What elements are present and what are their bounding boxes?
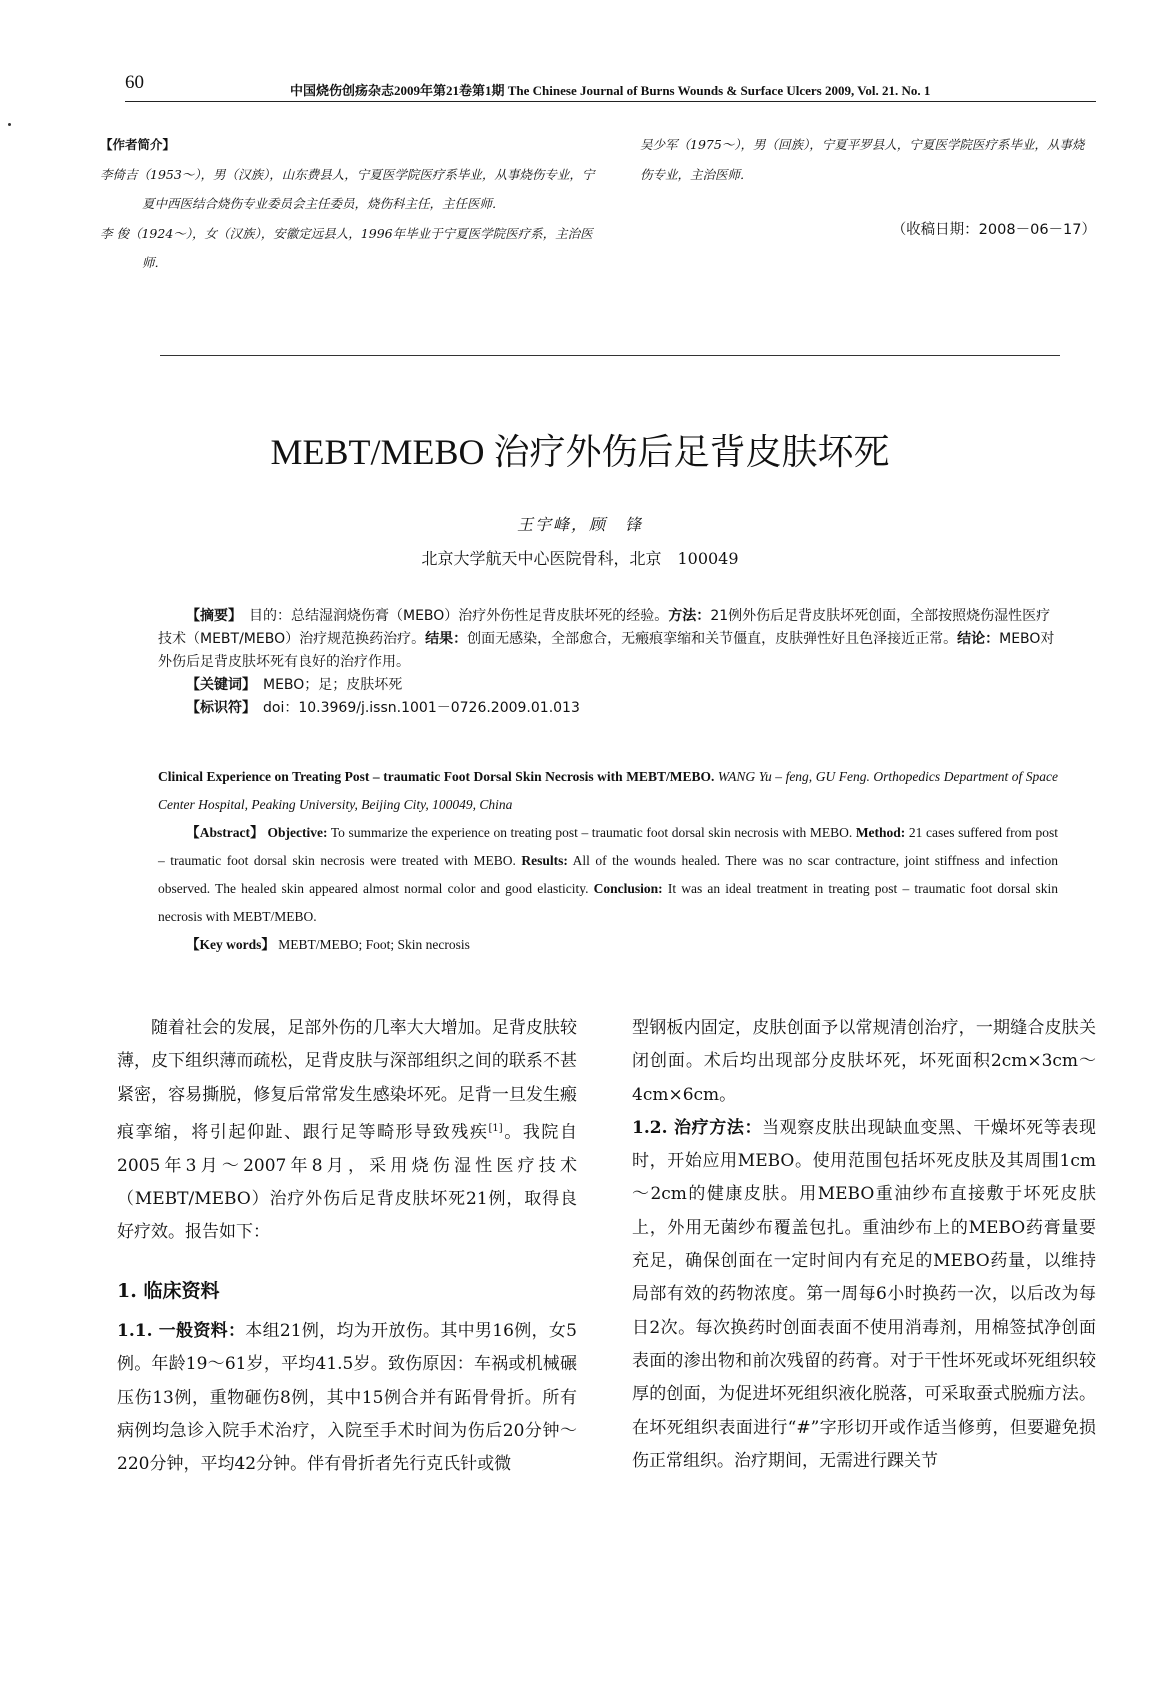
en-method-label: Method:	[855, 825, 906, 840]
received-date: （收稿日期：2008－06－17）	[891, 222, 1096, 238]
doi-text: doi：10.3969/j.issn.1001－0726.2009.01.013	[263, 700, 580, 716]
page-number: 60	[125, 72, 144, 93]
en-title: Clinical Experience on Treating Post – traumatic Foot Dorsal Skin Necrosis with MEBT/MEBO.	[158, 769, 715, 784]
intro-paragraph	[117, 1012, 577, 1250]
body-right-column	[632, 1012, 1096, 1478]
en-keywords	[158, 931, 1058, 959]
en-method-text: 21 cases suffered from post – traumatic foot dorsal skin necrosis were treated with MEBO.	[158, 825, 1058, 868]
en-conclusion-label: Conclusion:	[593, 881, 663, 896]
subsection-label: 1.2. 治疗方法：	[632, 1117, 763, 1138]
keywords-text: MEBO；足；皮肤坏死	[263, 677, 403, 693]
author-bio: 李倚吉（1953～），男（汉族），山东费县人，宁夏医学院医疗系毕业，从事烧伤专业，宁夏中西医结合烧伤专业委员会主任委员，烧伤科主任，主任医师．	[100, 166, 595, 211]
results-text: 创面无感染，全部愈合，无瘢痕挛缩和关节僵直，皮肤弹性好且色泽接近正常。	[467, 631, 958, 647]
continued-paragraph: 型钢板内固定，皮肤创面予以常规清创治疗，一期缝合皮肤关闭创面。术后均出现部分皮肤坏死，坏死面积2cm×3cm～4cm×6cm。	[632, 1018, 1096, 1105]
en-results-text: All of the wounds healed. There was no scar contracture, joint stiffness and infection observed. The healed skin appeared almost normal color and good elasticity.	[158, 853, 1058, 896]
keywords-cn	[158, 674, 1058, 697]
abstract-label: 【摘要】	[186, 608, 235, 624]
author-bios-left	[100, 130, 600, 278]
subsection-text: 本组21例，均为开放伤。其中男16例，女5例。年龄19～61岁，平均41.5岁。致伤原因：车祸或机械碾压伤13例，重物砸伤8例，其中15例合并有跖骨骨折。所有病例均急诊入院手术治疗，入院至手术时间为伤后20分钟～220分钟，平均42分钟。伴有骨折者先行克氏针或微	[117, 1321, 577, 1475]
keywords-label: 【关键词】	[186, 677, 249, 693]
subsection-text: 当观察皮肤出现缺血变黑、干燥坏死等表现时，开始应用MEBO。使用范围包括坏死皮肤及其周围1cm～2cm的健康皮肤。用MEBO重油纱布直接敷于坏死皮肤上，外用无菌纱布覆盖包扎。重油纱布上的MEBO药膏量要充足，确保创面在一定时间内有充足的MEBO药量，以维持局部有效的药物浓度。第一周每6小时换药一次，以后改为每日2次。每次换药时创面表面不使用消毒剂，用棉签拭净创面表面的渗出物和前次残留的药膏。对于干性坏死或坏死组织较厚的创面，为促进坏死组织液化脱落，可采取蚕式脱痂方法。在坏死组织表面进行“#”字形切开或作适当修剪，但要避免损伤正常组织。治疗期间，无需进行踝关节	[632, 1117, 1096, 1471]
conclusion-text: MEBO对外伤后足背皮肤坏死有良好的治疗作用。	[158, 631, 1055, 670]
en-keywords-label: 【Key words】	[186, 937, 275, 952]
objective-text: 总结湿润烧伤膏（MEBO）治疗外伤性足背皮肤坏死的经验。	[291, 608, 669, 624]
identifier-label: 【标识符】	[186, 700, 249, 716]
conclusion-label: 结论：	[957, 631, 1000, 647]
section-1-2	[632, 1112, 1096, 1478]
citation-ref: [1]	[488, 1122, 503, 1134]
en-abstract-label: 【Abstract】	[186, 825, 264, 840]
identifier-cn	[158, 697, 1058, 720]
method-label: 方法：	[668, 608, 711, 624]
article-affiliation: 北京大学航天中心医院骨科，北京 100049	[421, 549, 739, 568]
en-affiliation: Orthopedics Department of Space Center Hospital, Peaking University, Beijing City, 100049, China	[158, 769, 1059, 812]
en-authors: WANG Yu – feng, GU Feng.	[717, 769, 870, 784]
intro-text: 随着社会的发展，足部外伤的几率大大增加。足背皮肤较薄，皮下组织薄而疏松，足背皮肤与深部组织之间的联系不甚紧密，容易撕脱，修复后常常发生感染坏死。足背一旦发生瘢痕挛缩，将引起仰趾、跟行足等畸形导致残疾	[117, 1018, 577, 1143]
intro-text-rest: 。我院自2005年3月～2007年8月，采用烧伤湿性医疗技术（MEBT/MEBO）治疗外伤后足背皮肤坏死21例，取得良好疗效。报告如下：	[117, 1122, 578, 1243]
article-title: MEBT/MEBO 治疗外伤后足背皮肤坏死	[270, 432, 890, 472]
section-rule	[160, 355, 1060, 356]
author-bios-right	[640, 130, 1096, 189]
en-objective-label: Objective:	[267, 825, 328, 840]
en-results-label: Results:	[521, 853, 568, 868]
article-authors: 王宇峰，顾 锋	[516, 515, 643, 534]
method-text: 21例外伤后足背皮肤坏死创面，全部按照烧伤湿性医疗技术（MEBT/MEBO）治疗规范换药治疗。	[158, 608, 1051, 647]
body-left-column	[117, 1012, 577, 1482]
en-abstract-body	[158, 819, 1058, 931]
header-rule	[125, 101, 1096, 102]
en-keywords-text: MEBT/MEBO; Foot; Skin necrosis	[278, 937, 470, 952]
author-bio: 吴少军（1975～），男（回族），宁夏平罗县人，宁夏医学院医疗系毕业，从事烧伤专业，主治医师．	[640, 137, 1085, 182]
abstract-english	[158, 763, 1058, 959]
section-heading: 1. 临床资料	[117, 1279, 220, 1302]
running-head: 中国烧伤创疡杂志2009年第21卷第1期 The Chinese Journal of Burns Wounds & Surface Ulcers 2009, Vol. 21. No. 1	[290, 83, 931, 98]
en-heading	[158, 763, 1058, 819]
results-label: 结果：	[425, 631, 468, 647]
subsection-label: 1.1. 一般资料：	[117, 1321, 246, 1342]
abstract-cn-body	[158, 605, 1058, 674]
scan-mark	[8, 123, 11, 126]
section-1-1	[117, 1315, 577, 1481]
abstract-chinese	[158, 605, 1058, 720]
en-conclusion-text: It was an ideal treatment in treating post – traumatic foot dorsal skin necrosis with MEBT/MEBO.	[158, 881, 1059, 924]
author-bio: 李 俊（1924～），女（汉族），安徽定远县人，1996年毕业于宁夏医学院医疗系，主治医师．	[100, 225, 593, 270]
en-objective-text: To summarize the experience on treating post – traumatic foot dorsal skin necrosis with MEBO.	[330, 825, 853, 840]
objective-label: 目的：	[249, 608, 291, 624]
author-bios-heading: 【作者简介】	[100, 137, 176, 152]
